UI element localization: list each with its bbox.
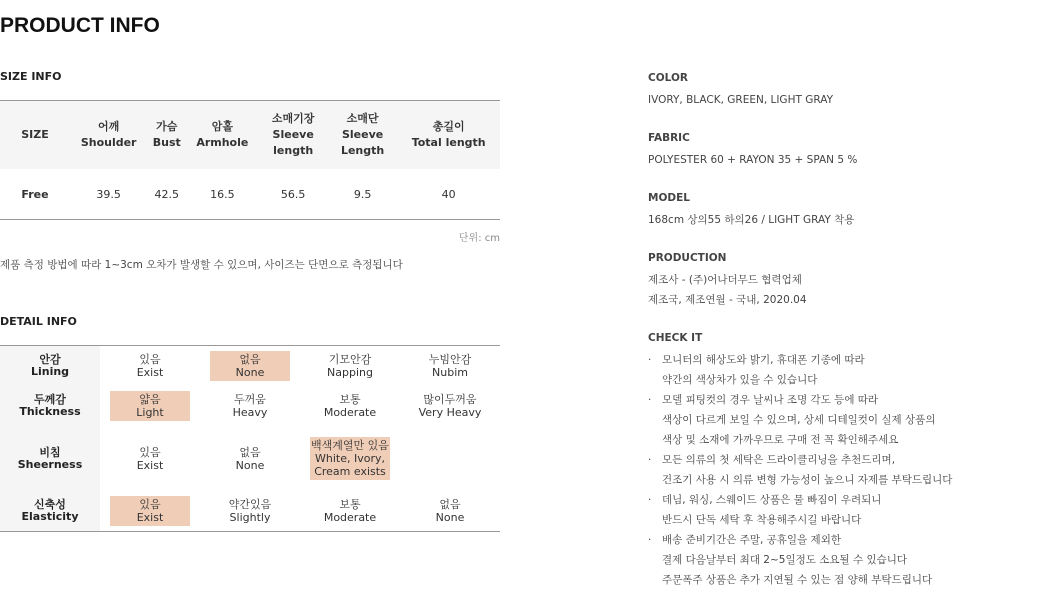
detail-option-ko: 많이두꺼움	[423, 392, 477, 406]
detail-label-sheerness	[0, 426, 100, 492]
detail-option	[310, 351, 390, 381]
size-value: Free	[21, 187, 49, 201]
check-it-item	[648, 530, 962, 590]
detail-row-thickness	[0, 386, 500, 426]
detail-option-selected	[110, 496, 190, 526]
check-it-line: 반드시 단독 세탁 후 착용해주시길 바랍니다	[662, 514, 862, 526]
detail-option-cell	[200, 426, 300, 492]
check-it-line: · 모델 피팅컷의 경우 날씨나 조명 각도 등에 따라	[662, 394, 879, 406]
detail-option-ko: 백색계열만 있음	[311, 439, 389, 452]
detail-option	[110, 444, 190, 474]
detail-option	[210, 444, 290, 474]
detail-option	[410, 496, 490, 526]
detail-label-en: Elasticity	[21, 510, 79, 524]
detail-label-ko: 두께감	[34, 392, 66, 406]
model-label: MODEL	[648, 192, 690, 204]
detail-option-ko: 있음	[139, 498, 161, 512]
check-it-line: · 배송 준비기간은 주말, 공휴일을 제외한	[662, 534, 841, 546]
detail-option-en: Very Heavy	[418, 405, 482, 419]
measurement-note: 제품 측정 방법에 따라 1~3cm 오차가 발생할 수 있으며, 사이즈는 단면으로 측정됩니다	[0, 259, 403, 271]
detail-option-en: Heavy	[232, 405, 268, 419]
detail-option-cell	[200, 386, 300, 426]
size-header-row	[0, 101, 500, 170]
check-it-block	[648, 330, 1048, 590]
check-it-line: 색상이 다르게 보일 수 있으며, 상세 디테일컷이 실제 상품의	[662, 414, 936, 426]
armhole-value: 16.5	[210, 187, 235, 201]
detail-label-thickness	[0, 386, 100, 426]
production-block	[648, 250, 1048, 330]
total-length-value: 40	[441, 187, 456, 201]
detail-option-ko: 없음	[239, 352, 261, 366]
detail-option-en: Exist	[136, 511, 164, 525]
detail-option-ko: 보통	[339, 498, 361, 512]
check-it-line: · 데님, 워싱, 스웨이드 상품은 물 빠짐이 우려되니	[662, 494, 882, 506]
detail-option-cell	[400, 386, 500, 426]
check-it-line: · 모니터의 해상도와 밝기, 휴대폰 기종에 따라	[662, 354, 865, 366]
check-it-item	[648, 450, 962, 490]
detail-option-en: Slightly	[229, 511, 271, 525]
color-label: COLOR	[648, 72, 688, 84]
size-col-header: SIZE	[0, 101, 70, 170]
color-value: IVORY, BLACK, GREEN, LIGHT GRAY	[648, 94, 834, 106]
detail-option-ko: 얇음	[139, 392, 161, 406]
detail-label-en: Sheerness	[17, 457, 83, 471]
detail-label-lining	[0, 346, 100, 386]
detail-option-cell	[300, 426, 400, 492]
fabric-block	[648, 130, 1048, 190]
detail-option-en: Napping	[327, 365, 373, 379]
detail-option-en: Nubim	[432, 365, 468, 379]
check-it-list	[648, 350, 1048, 590]
check-it-line: 색상 및 소재에 가까우므로 구매 전 꼭 확인해주세요	[662, 434, 899, 446]
detail-option-cell	[100, 346, 200, 386]
detail-option-cell	[300, 386, 400, 426]
detail-option	[310, 496, 390, 526]
page-title: PRODUCT INFO	[0, 14, 160, 37]
check-it-item	[648, 490, 962, 530]
shoulder-col-header: 어깨 Shoulder	[70, 101, 147, 170]
detail-option	[110, 351, 190, 381]
detail-label-ko: 신축성	[34, 498, 66, 512]
detail-row-sheerness	[0, 426, 500, 492]
detail-label-en: Thickness	[19, 404, 81, 418]
detail-option-en: White, Ivory, Cream exists	[314, 452, 386, 478]
product-details	[648, 70, 1048, 590]
detail-option-en: Exist	[136, 365, 164, 379]
detail-option-en: Moderate	[323, 405, 377, 419]
fabric-label: FABRIC	[648, 132, 690, 144]
check-it-line: · 모든 의류의 첫 세탁은 드라이클리닝을 추천드리며,	[662, 454, 896, 466]
armhole-col-header: 암홀 Armhole	[186, 101, 258, 170]
detail-option-en: Light	[136, 405, 164, 419]
detail-option-cell	[200, 346, 300, 386]
check-it-label: CHECK IT	[648, 332, 703, 344]
detail-option	[410, 351, 490, 381]
detail-label-elasticity	[0, 492, 100, 532]
detail-option	[410, 391, 490, 421]
total-length-col-header: 총길이 Total length	[397, 101, 500, 170]
check-it-item	[648, 350, 962, 390]
check-it-line: 결제 다음날부터 최대 2~5일정도 소요될 수 있습니다	[662, 554, 908, 566]
detail-option	[210, 496, 290, 526]
detail-option-en: None	[235, 458, 265, 472]
origin-date-value: 제조국, 제조연월 - 국내, 2020.04	[648, 294, 807, 306]
model-block	[648, 190, 1048, 250]
detail-option-cell	[300, 346, 400, 386]
detail-option	[310, 391, 390, 421]
production-label: PRODUCTION	[648, 252, 727, 264]
detail-option-ko: 약간있음	[228, 498, 272, 512]
detail-option	[210, 391, 290, 421]
detail-option-ko: 없음	[239, 445, 261, 459]
model-value: 168cm 상의55 하의26 / LIGHT GRAY 착용	[648, 214, 855, 226]
detail-option-cell	[300, 492, 400, 532]
detail-option-ko: 기모안감	[328, 352, 372, 366]
detail-option-cell	[100, 386, 200, 426]
detail-option-en: None	[435, 511, 465, 525]
detail-option-en: None	[235, 365, 265, 379]
detail-option-en: Moderate	[323, 511, 377, 525]
detail-option-selected	[310, 437, 390, 480]
bust-value: 42.5	[154, 187, 179, 201]
sleeve-length-value: 56.5	[280, 187, 306, 201]
detail-option-ko: 있음	[139, 445, 161, 459]
detail-option-ko: 누빔안감	[428, 352, 472, 366]
manufacturer-value: 제조사 - (주)어나더무드 협력업체	[648, 274, 802, 286]
detail-option-ko: 보통	[339, 392, 361, 406]
detail-table	[0, 345, 500, 532]
detail-option-cell	[100, 426, 200, 492]
check-it-line: 건조기 사용 시 의류 변형 가능성이 높으니 자제를 부탁드립니다	[662, 474, 953, 486]
check-it-line: 주문폭주 상품은 추가 지연될 수 있는 점 양해 부탁드립니다	[662, 574, 933, 586]
sleeve-length-col-header: 소매기장 Sleeve length	[258, 101, 327, 170]
check-it-line: 약간의 색상차가 있을 수 있습니다	[662, 374, 818, 386]
detail-option-selected	[210, 351, 290, 381]
detail-info-heading: DETAIL INFO	[0, 315, 77, 328]
detail-option-cell	[400, 346, 500, 386]
bust-col-header: 가슴 Bust	[147, 101, 186, 170]
detail-option-cell	[100, 492, 200, 532]
detail-option-cell	[400, 426, 500, 492]
sleeve-cuff-value: 9.5	[353, 187, 372, 201]
unit-label: 단위: cm	[458, 233, 500, 244]
fabric-value: POLYESTER 60 + RAYON 35 + SPAN 5 %	[648, 154, 858, 166]
size-info-heading: SIZE INFO	[0, 70, 62, 83]
detail-label-ko: 비침	[39, 445, 61, 459]
detail-label-ko: 안감	[39, 352, 61, 366]
table-row	[0, 169, 500, 220]
detail-option-cell	[400, 492, 500, 532]
size-table	[0, 100, 500, 220]
detail-option-ko: 없음	[439, 498, 461, 512]
detail-option-en: Exist	[136, 458, 164, 472]
detail-option-ko: 있음	[139, 352, 161, 366]
detail-row-lining	[0, 346, 500, 386]
check-it-item	[648, 390, 962, 450]
detail-row-elasticity	[0, 492, 500, 532]
detail-option-ko: 두꺼움	[234, 392, 266, 406]
detail-option-cell	[200, 492, 300, 532]
sleeve-cuff-col-header: 소매단 Sleeve Length	[328, 101, 397, 170]
color-block	[648, 70, 1048, 130]
shoulder-value: 39.5	[96, 187, 121, 201]
detail-option-selected	[110, 391, 190, 421]
detail-label-en: Lining	[30, 364, 70, 378]
